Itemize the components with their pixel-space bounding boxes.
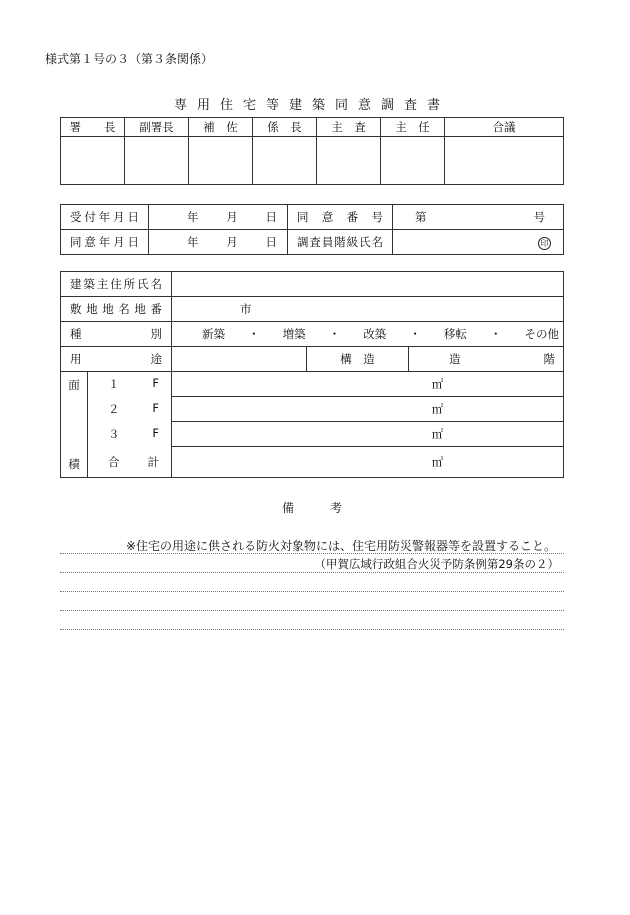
stamp-box[interactable] [445,137,564,185]
site-row [61,297,564,322]
seal-icon: 印 [538,237,551,250]
floor-label [88,422,172,447]
total-part: 計 [147,454,159,469]
consent-date-label: 同意年月日 [61,230,149,255]
type-label: 種別 [61,322,172,347]
site-label: 敷地地名地番 [61,297,172,322]
form-id: 様式第１号の３（第３条関係） [45,52,214,66]
area-unit: ㎡ [431,402,444,416]
year-label: 年 [187,235,199,249]
month-label: 月 [226,235,238,249]
approval-header: 署 長 [61,118,125,137]
type-option-renovation[interactable]: 改築 [363,327,387,341]
floor-label [88,397,172,422]
type-option-extension[interactable]: 増築 [282,327,306,341]
consent-date-field[interactable] [149,230,288,255]
consent-number-field[interactable] [393,205,564,230]
info-row [61,230,564,255]
approval-header-row [61,118,564,137]
owner-row [61,272,564,297]
approval-header: 係 長 [253,118,317,137]
approval-header: 補 佐 [189,118,253,137]
floor-area-field[interactable] [172,397,564,422]
use-label: 用途 [61,347,172,372]
received-date-field[interactable] [149,205,288,230]
area-unit: ㎡ [431,454,444,469]
divider-line [60,553,564,554]
area-label-top: 面 [68,378,80,392]
floor-unit: F [152,376,159,391]
inspector-field[interactable] [393,230,564,255]
info-table [60,204,564,255]
owner-label: 建築主住所氏名 [61,272,172,297]
total-part: 合 [108,454,120,469]
type-option-relocation[interactable]: 移転 [443,327,467,341]
floor-row [61,372,564,397]
type-separator: ・ [409,327,421,341]
floor-area-field[interactable] [172,422,564,447]
stamp-box[interactable] [317,137,381,185]
remarks-line[interactable] [60,591,564,592]
received-date-label: 受付年月日 [61,205,149,230]
type-separator: ・ [248,327,260,341]
floor-row [61,397,564,422]
year-label: 年 [187,210,199,224]
remarks-note: ※住宅の用途に供される防火対象物には、住宅用防災警報器等を設置すること。 [125,539,556,553]
stamp-box[interactable] [125,137,189,185]
floor-number: ３ [108,427,120,441]
approval-header: 合議 [445,118,564,137]
floor-unit: F [152,401,159,415]
type-row [61,322,564,347]
document-title: 専用住宅等建築同意調査書 [173,98,450,113]
type-option-new[interactable]: 新築 [202,327,225,341]
floor-row [61,422,564,447]
stamp-box[interactable] [253,137,317,185]
site-field[interactable] [172,297,564,322]
floors-word: 階 [543,352,555,366]
floor-label [88,372,172,397]
type-separator: ・ [328,327,341,341]
approval-table [60,117,564,185]
remarks-line[interactable] [60,629,564,630]
type-field[interactable] [172,322,564,347]
area-unit: ㎡ [431,427,444,441]
detail-table [60,271,564,478]
site-city: 市 [240,302,252,316]
floor-number: ２ [108,402,120,416]
remarks-heading: 備 考 [281,501,342,515]
area-unit: ㎡ [431,377,444,391]
use-row [61,347,564,372]
info-row [61,205,564,230]
inspector-label: 調査員階級氏名 [288,230,393,255]
total-row [61,447,564,478]
stamp-box[interactable] [189,137,253,185]
day-label: 日 [265,210,277,224]
consent-number-label: 同意番号 [288,205,393,230]
approval-header: 副署長 [125,118,189,137]
total-label [88,447,172,478]
number-suffix: 号 [533,210,545,224]
floor-unit: F [152,426,159,440]
stamp-box[interactable] [381,137,445,185]
total-area-field[interactable] [172,447,564,478]
owner-field[interactable] [172,272,564,297]
remarks-line[interactable] [60,610,564,611]
approval-stamp-row [61,137,564,185]
structure-label: 構 造 [307,347,409,372]
structure-field[interactable] [409,347,564,372]
day-label: 日 [265,235,277,249]
floor-number: １ [108,377,120,392]
approval-header: 主 任 [381,118,445,137]
type-option-other[interactable]: その他 [524,327,559,341]
construction-word: 造 [449,352,461,366]
approval-header: 主 査 [317,118,381,137]
remarks-citation: （甲賀広域行政組合火災予防条例第29条の２） [314,557,559,571]
type-separator: ・ [489,327,502,341]
area-label-bottom: 積 [68,456,80,471]
month-label: 月 [226,210,238,224]
divider-line [60,572,564,573]
use-field[interactable] [172,347,307,372]
area-label [61,372,88,478]
number-prefix: 第 [415,210,427,224]
floor-area-field[interactable] [172,372,564,397]
stamp-box[interactable] [61,137,125,185]
